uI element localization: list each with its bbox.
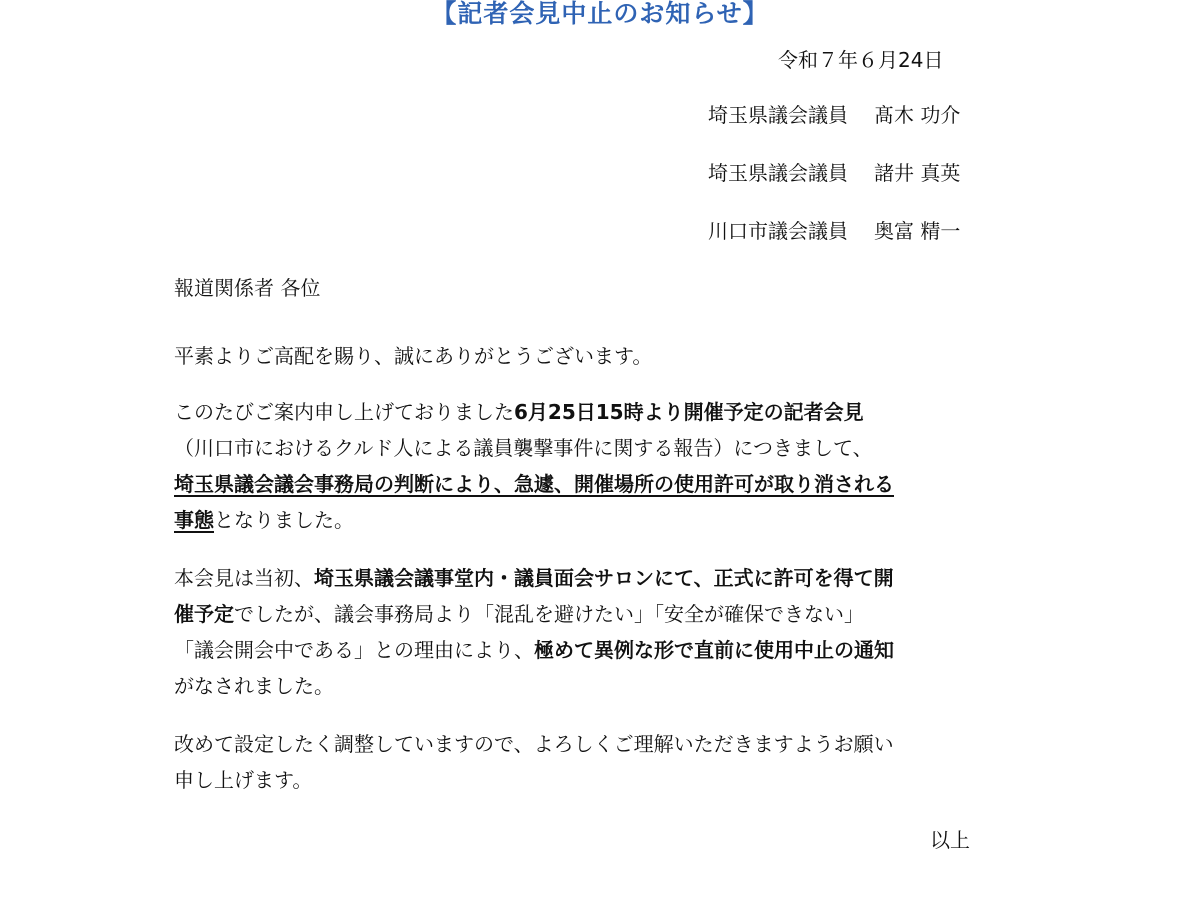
paragraph-line: [174, 394, 894, 430]
document-date: 令和７年６月24日: [778, 48, 944, 72]
plain-text: 「議会開会中である」との理由により、: [174, 638, 534, 662]
greeting-line: 平素よりご高配を賜り、誠にありがとうございます。: [174, 344, 653, 368]
plain-text: このたびご案内申し上げておりました: [174, 400, 514, 424]
notice-title: 【記者会見中止のお知らせ】: [431, 0, 769, 28]
sender-2: [708, 157, 960, 186]
paragraph-details: [174, 560, 894, 704]
paragraph-line: [174, 466, 894, 502]
sender-name: 諸井 真英: [874, 161, 961, 185]
underlined-bold-text: 埼玉県議会議会事務局の判断により、急遽、開催場所の使用許可が取り消される: [174, 472, 894, 496]
bold-text: 6月25日15時より開催予定の記者会見: [514, 400, 864, 424]
paragraph-line: [174, 560, 894, 596]
bold-text: 催予定: [174, 602, 234, 626]
bold-text: 埼玉県議会議事堂内・議員面会サロンにて、正式に許可を得て開: [314, 566, 894, 590]
sender-name: 奥富 精一: [874, 219, 961, 243]
paragraph-line: [174, 596, 894, 632]
paragraph-line: [174, 502, 894, 538]
plain-text: となりました。: [214, 508, 354, 532]
underlined-bold-text: 事態: [174, 508, 214, 532]
sender-name: 髙木 功介: [874, 103, 961, 127]
paragraph-request: [174, 726, 894, 798]
paragraph-line: [174, 632, 894, 668]
sender-1: [708, 99, 960, 128]
sender-3: [708, 215, 960, 244]
paragraph-line: （川口市におけるクルド人による議員襲撃事件に関する報告）につきまして、: [174, 436, 873, 460]
paragraph-line: 改めて設定したく調整していますので、よろしくご理解いただきますようお願い: [174, 732, 894, 756]
paragraph-line: 申し上げます。: [174, 768, 313, 792]
sender-role: 埼玉県議会議員: [708, 103, 848, 127]
recipient-line: 報道関係者 各位: [174, 276, 321, 300]
greeting-paragraph: [174, 338, 652, 374]
paragraph-cancellation: [174, 394, 894, 538]
sender-role: 埼玉県議会議員: [708, 161, 848, 185]
bold-text: 極めて異例な形で直前に使用中止の通知: [534, 638, 894, 662]
closing-mark: 以上: [930, 828, 970, 852]
sender-role: 川口市議会議員: [708, 219, 848, 243]
plain-text: 本会見は当初、: [174, 566, 314, 590]
paragraph-line: がなされました。: [174, 674, 334, 698]
plain-text: でしたが、議会事務局より「混乱を避けたい」「安全が確保できない」: [234, 602, 864, 626]
